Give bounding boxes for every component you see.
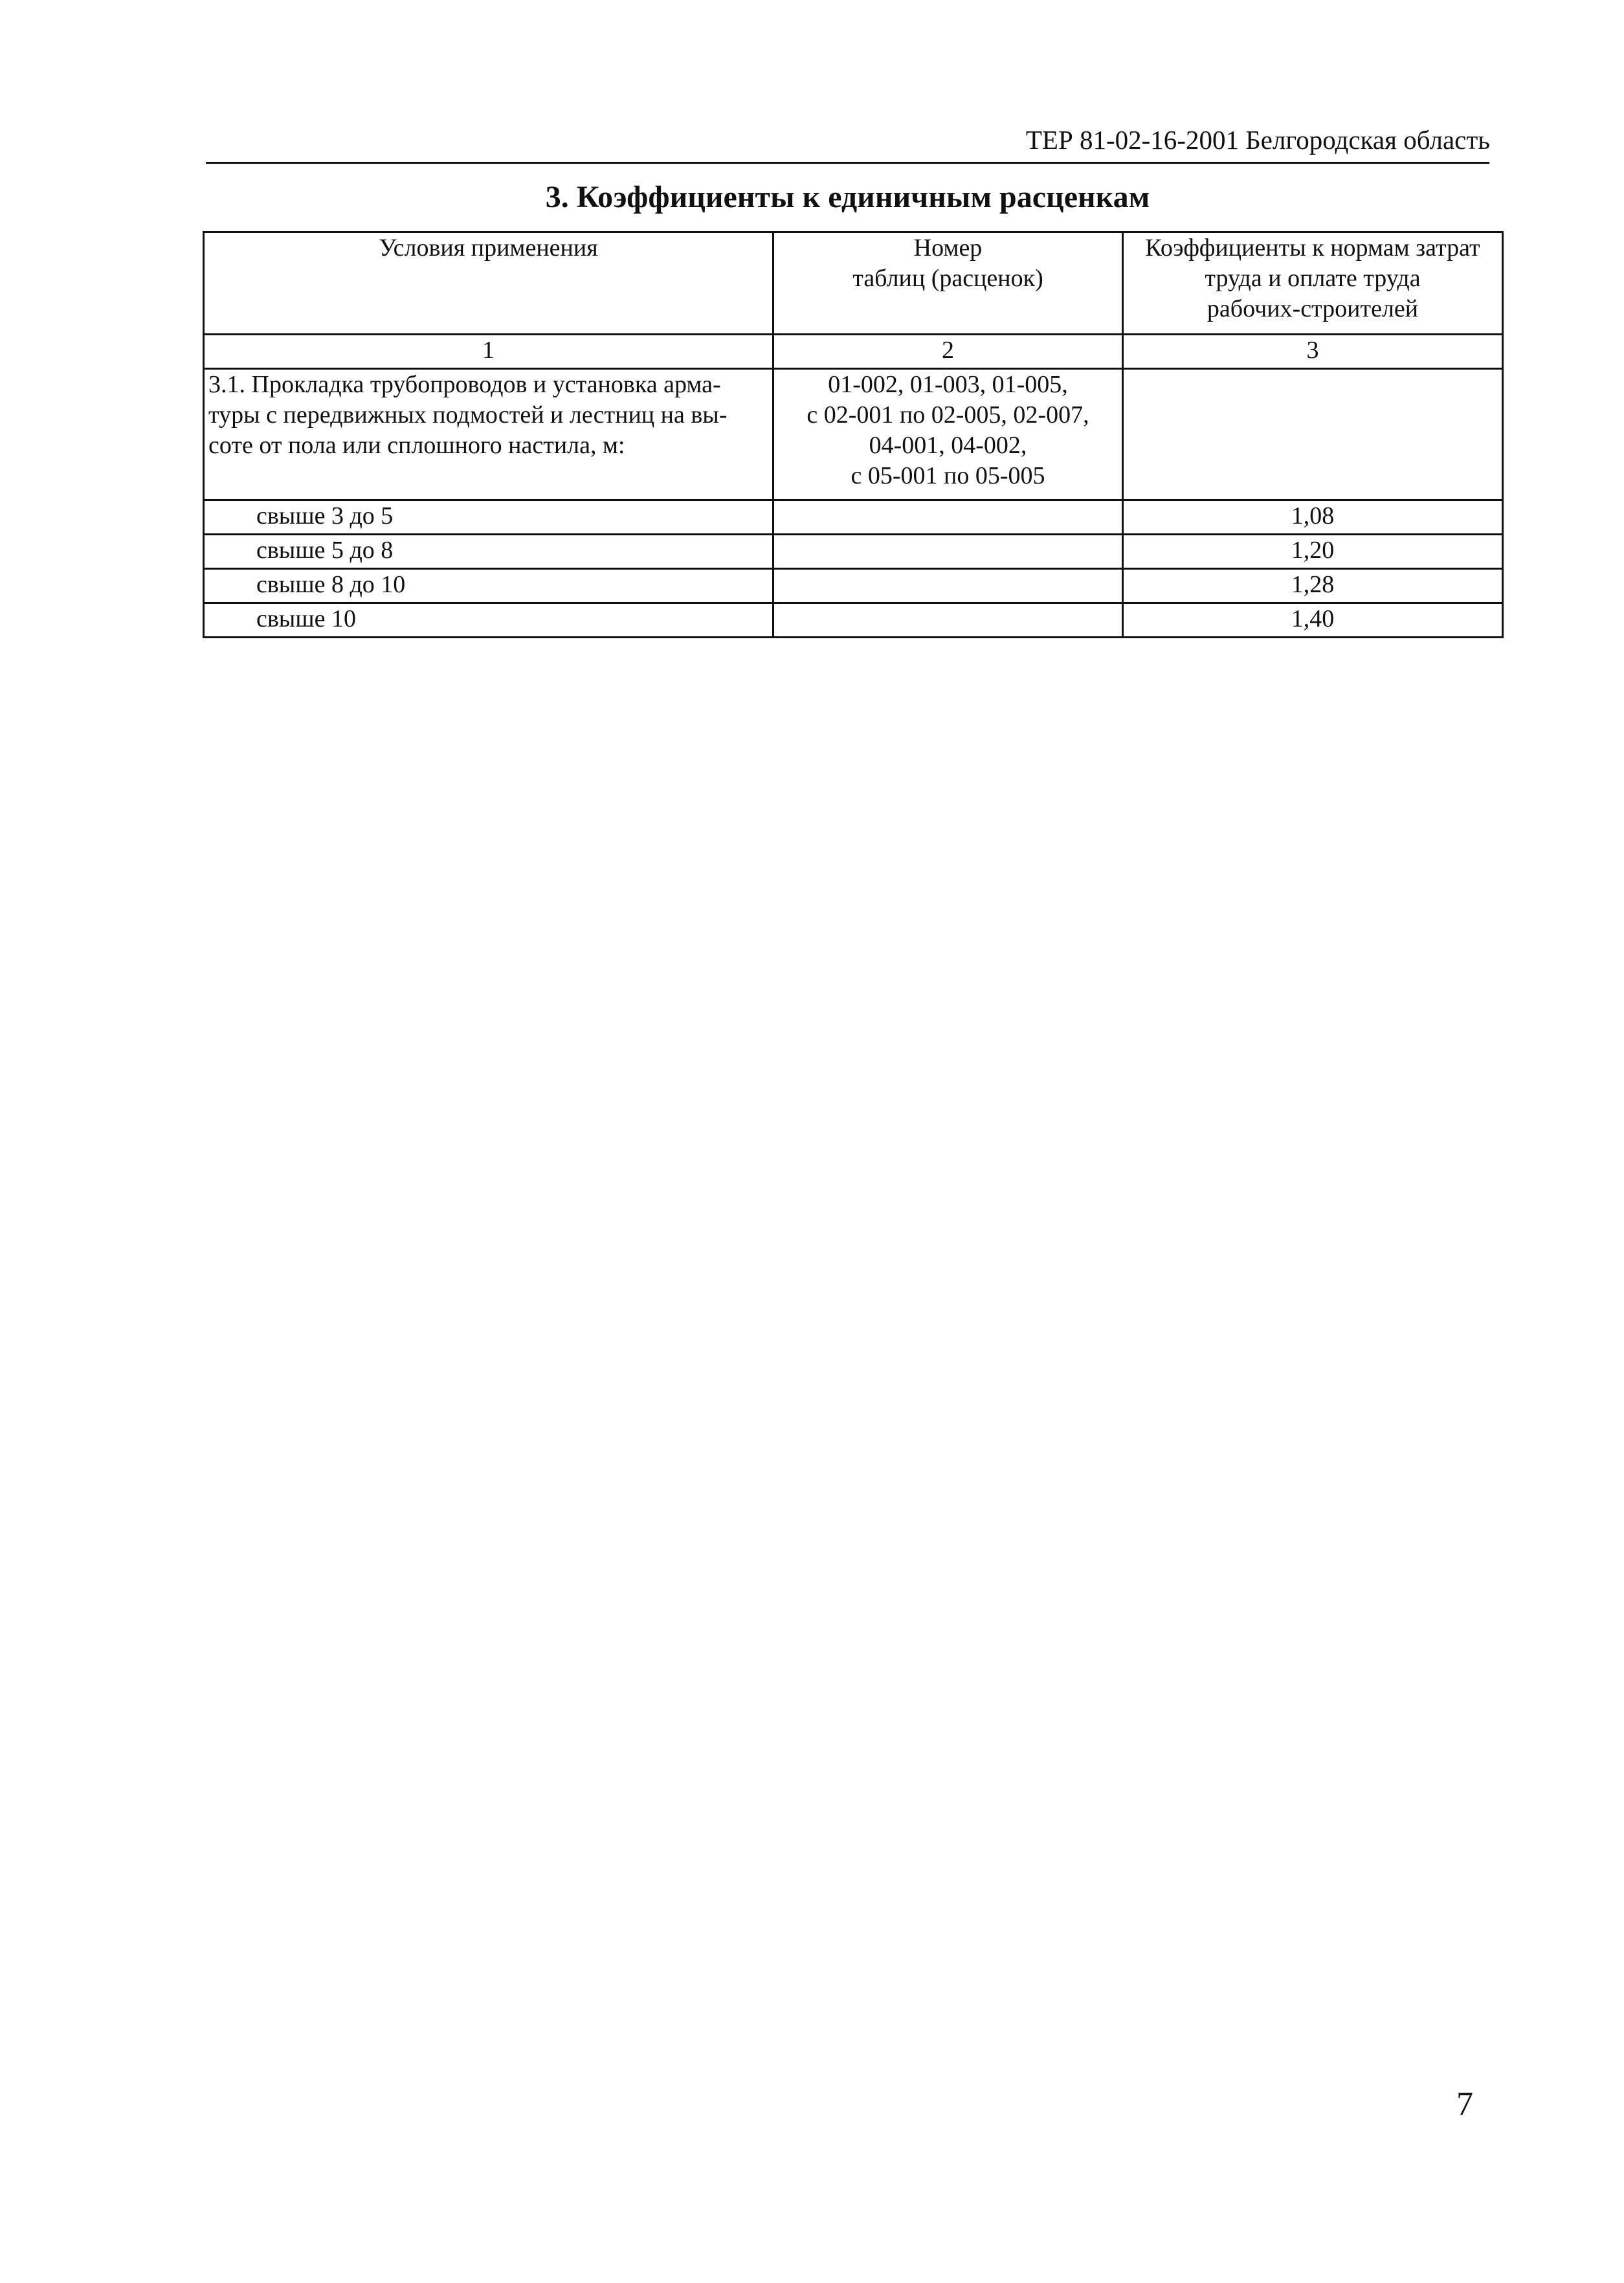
condition-cell: свыше 3 до 5: [204, 500, 773, 535]
coefficient-cell: 1,28: [1123, 569, 1503, 603]
coefficients-table: [203, 231, 1504, 638]
table-numbers-cell: [773, 603, 1123, 638]
section-title: 3. Коэффициенты к единичным расценкам: [545, 180, 1150, 214]
coefficient-cell: 1,20: [1123, 535, 1503, 569]
header-rule: [206, 162, 1489, 164]
coefficient-cell: 1,08: [1123, 500, 1503, 535]
column-number-1: 1: [204, 335, 773, 369]
table-row: [204, 369, 1503, 500]
table-row: [204, 500, 1503, 535]
column-number-row: [204, 335, 1503, 369]
table-row: [204, 535, 1503, 569]
table-header-row: [204, 232, 1503, 335]
column-header-table-numbers: Номер таблиц (расценок): [773, 232, 1123, 335]
table-numbers-cell: [773, 535, 1123, 569]
column-number-2: 2: [773, 335, 1123, 369]
table-row: [204, 569, 1503, 603]
table-numbers-cell: 01-002, 01-003, 01-005, с 02-001 по 02-005, 02-007, 04-001, 04-002, с 05-001 по 05-005: [773, 369, 1123, 500]
condition-cell: свыше 8 до 10: [204, 569, 773, 603]
column-header-coefficients: Коэффициенты к нормам затрат труда и оплате труда рабочих-строителей: [1123, 232, 1503, 335]
column-header-conditions: Условия применения: [204, 232, 773, 335]
condition-cell: свыше 5 до 8: [204, 535, 773, 569]
table-numbers-cell: [773, 500, 1123, 535]
column-number-3: 3: [1123, 335, 1503, 369]
page-number: 7: [1456, 2086, 1473, 2122]
table-numbers-cell: [773, 569, 1123, 603]
table-row: [204, 603, 1503, 638]
coefficient-cell: [1123, 369, 1503, 500]
document-header-title: ТЕР 81-02-16-2001 Белгородская область: [1025, 125, 1490, 155]
coefficient-cell: 1,40: [1123, 603, 1503, 638]
condition-cell: 3.1. Прокладка трубопроводов и установка арма- туры с передвижных подмостей и лестниц на вы- соте от пола или сплошного настила, м:: [204, 369, 773, 500]
condition-cell: свыше 10: [204, 603, 773, 638]
